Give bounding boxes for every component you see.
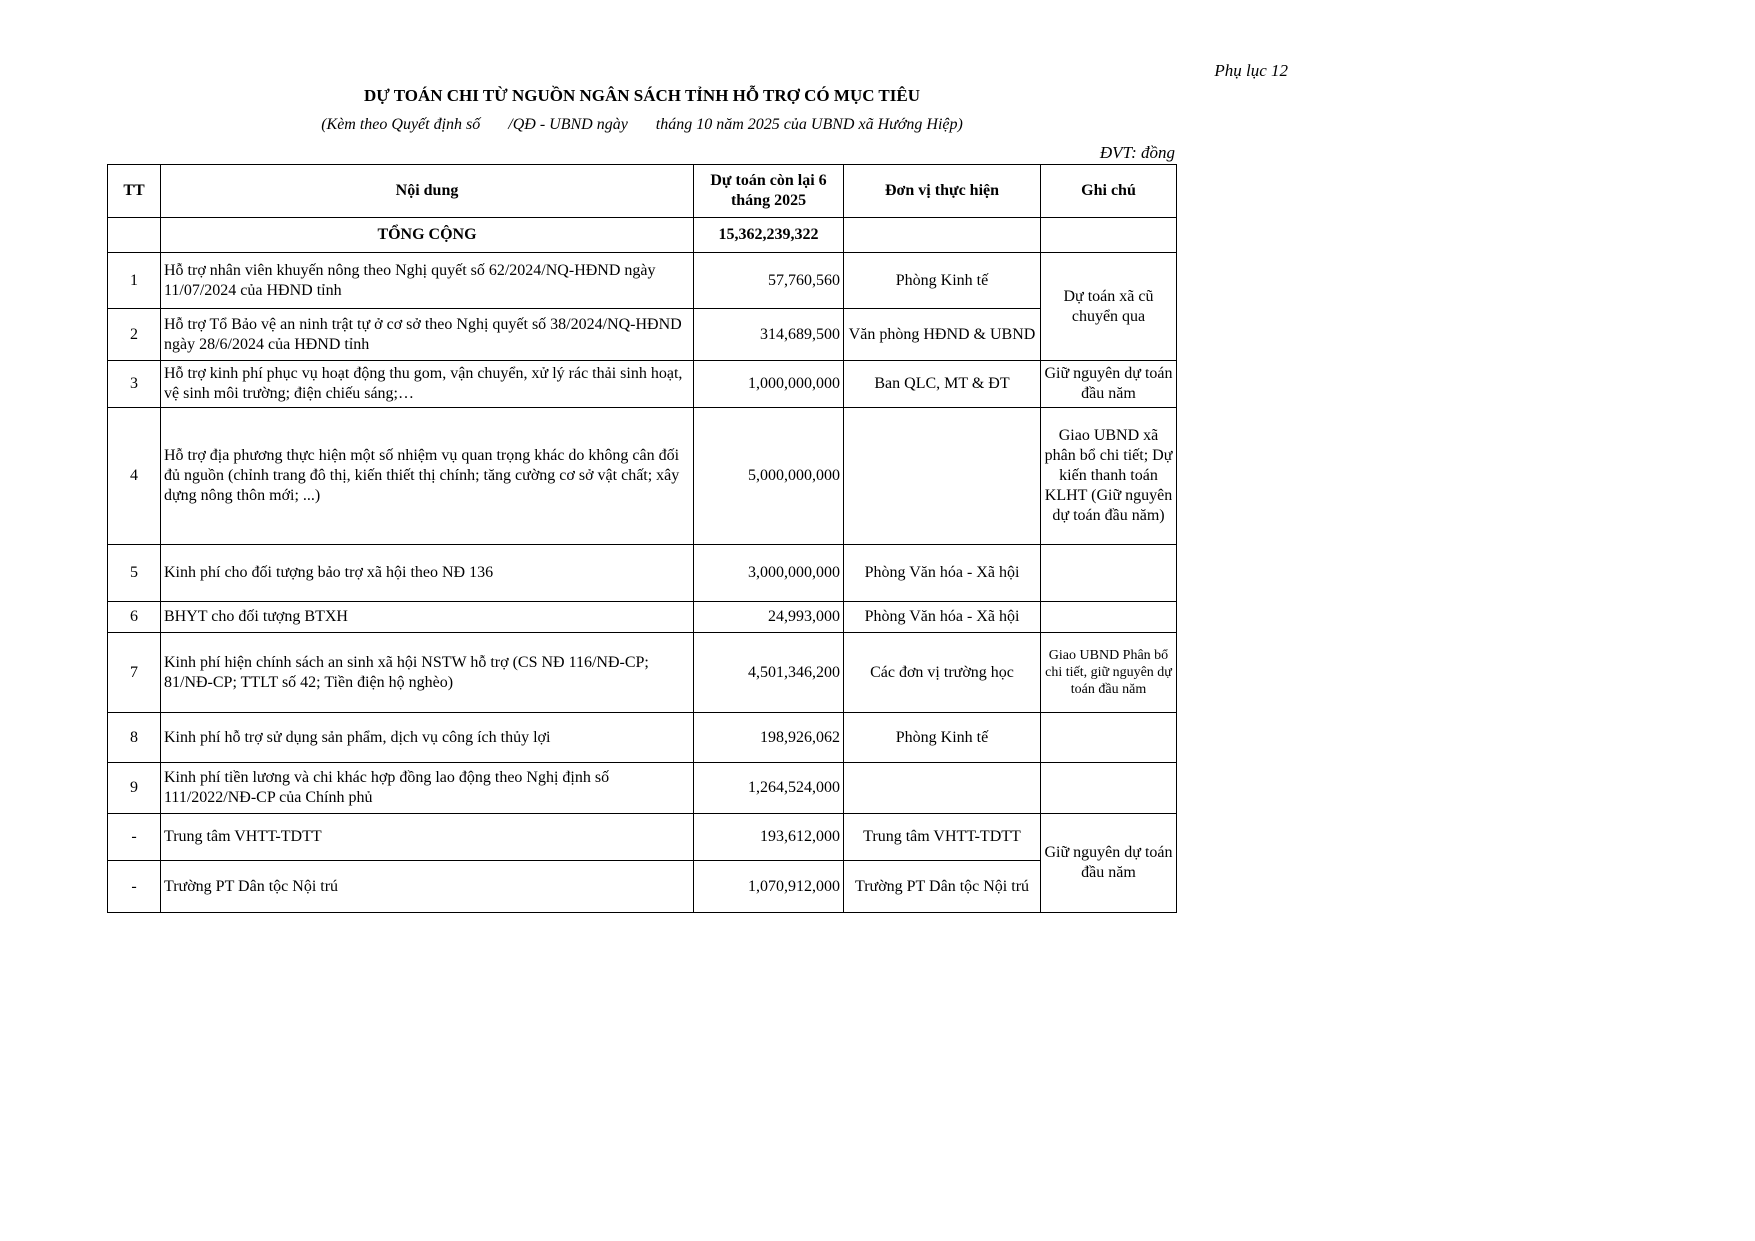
row-unit: Trung tâm VHTT-TDTT	[844, 814, 1041, 861]
row-content: Hỗ trợ nhân viên khuyến nông theo Nghị quyết số 62/2024/NQ-HĐND ngày 11/07/2024 của HĐND tỉnh	[161, 253, 694, 309]
row-content: Trung tâm VHTT-TDTT	[161, 814, 694, 861]
row-content: BHYT cho đối tượng BTXH	[161, 602, 694, 633]
row-content: Kinh phí hiện chính sách an sinh xã hội NSTW hỗ trợ (CS NĐ 116/NĐ-CP; 81/NĐ-CP; TTLT số 42; Tiền điện hộ nghèo)	[161, 633, 694, 713]
row-unit: Phòng Văn hóa - Xã hội	[844, 545, 1041, 602]
row-note	[1041, 602, 1177, 633]
row-tt: 7	[108, 633, 161, 713]
table-row	[108, 253, 1177, 309]
row-content: Trường PT Dân tộc Nội trú	[161, 861, 694, 913]
budget-table	[107, 164, 1177, 913]
row-note: Giữ nguyên dự toán đầu năm	[1041, 361, 1177, 408]
total-label: TỔNG CỘNG	[161, 218, 694, 253]
row-amount: 198,926,062	[694, 713, 844, 763]
row-content: Hỗ trợ kinh phí phục vụ hoạt động thu gom, vận chuyển, xử lý rác thải sinh hoạt, vệ sinh môi trường; điện chiếu sáng;…	[161, 361, 694, 408]
row-unit: Phòng Kinh tế	[844, 253, 1041, 309]
table-row	[108, 545, 1177, 602]
row-tt: 4	[108, 408, 161, 545]
row-note-merged: Dự toán xã cũ chuyển qua	[1041, 253, 1177, 361]
row-amount: 4,501,346,200	[694, 633, 844, 713]
row-unit: Trường PT Dân tộc Nội trú	[844, 861, 1041, 913]
row-unit	[844, 763, 1041, 814]
total-row	[108, 218, 1177, 253]
row-note	[1041, 545, 1177, 602]
row-note	[1041, 713, 1177, 763]
row-unit: Các đơn vị trường học	[844, 633, 1041, 713]
row-content: Kinh phí tiền lương và chi khác hợp đồng lao động theo Nghị định số 111/2022/NĐ-CP của Chính phủ	[161, 763, 694, 814]
row-tt: 8	[108, 713, 161, 763]
table-row	[108, 814, 1177, 861]
row-amount: 3,000,000,000	[694, 545, 844, 602]
table-row	[108, 713, 1177, 763]
document-subtitle: (Kèm theo Quyết định số /QĐ - UBND ngày tháng 10 năm 2025 của UBND xã Hướng Hiệp)	[321, 116, 963, 133]
row-unit: Phòng Văn hóa - Xã hội	[844, 602, 1041, 633]
table-row	[108, 633, 1177, 713]
table-row	[108, 763, 1177, 814]
total-unit	[844, 218, 1041, 253]
total-note	[1041, 218, 1177, 253]
table-row	[108, 861, 1177, 913]
table-row	[108, 361, 1177, 408]
row-amount: 193,612,000	[694, 814, 844, 861]
row-tt: 6	[108, 602, 161, 633]
row-content: Hỗ trợ Tổ Bảo vệ an ninh trật tự ở cơ sở theo Nghị quyết số 38/2024/NQ-HĐND ngày 28/6/2024 của HĐND tỉnh	[161, 309, 694, 361]
row-amount: 5,000,000,000	[694, 408, 844, 545]
appendix-label: Phụ lục 12	[1214, 61, 1288, 80]
row-amount: 1,264,524,000	[694, 763, 844, 814]
row-unit: Văn phòng HĐND & UBND	[844, 309, 1041, 361]
total-amount: 15,362,239,322	[694, 218, 844, 253]
total-tt	[108, 218, 161, 253]
row-unit	[844, 408, 1041, 545]
row-note: Giao UBND xã phân bổ chi tiết; Dự kiến thanh toán KLHT (Giữ nguyên dự toán đầu năm)	[1041, 408, 1177, 545]
table-header-row	[108, 165, 1177, 218]
row-note	[1041, 763, 1177, 814]
row-unit: Phòng Kinh tế	[844, 713, 1041, 763]
row-tt: 9	[108, 763, 161, 814]
col-header-content: Nội dung	[161, 165, 694, 218]
row-amount: 1,000,000,000	[694, 361, 844, 408]
row-tt: 3	[108, 361, 161, 408]
row-tt: 2	[108, 309, 161, 361]
row-unit: Ban QLC, MT & ĐT	[844, 361, 1041, 408]
row-amount: 1,070,912,000	[694, 861, 844, 913]
row-tt: -	[108, 814, 161, 861]
row-tt: -	[108, 861, 161, 913]
document-title: DỰ TOÁN CHI TỪ NGUỒN NGÂN SÁCH TỈNH HỖ TRỢ CÓ MỤC TIÊU	[363, 86, 921, 105]
row-note-merged: Giữ nguyên dự toán đầu năm	[1041, 814, 1177, 913]
col-header-amount: Dự toán còn lại 6 tháng 2025	[694, 165, 844, 218]
table-row	[108, 309, 1177, 361]
row-tt: 5	[108, 545, 161, 602]
col-header-note: Ghi chú	[1041, 165, 1177, 218]
row-note: Giao UBND Phân bổ chi tiết, giữ nguyên dự toán đầu năm	[1041, 633, 1177, 713]
col-header-unit: Đơn vị thực hiện	[844, 165, 1041, 218]
row-tt: 1	[108, 253, 161, 309]
table-row	[108, 408, 1177, 545]
row-amount: 314,689,500	[694, 309, 844, 361]
currency-unit: ĐVT: đồng	[1099, 143, 1175, 162]
row-amount: 57,760,560	[694, 253, 844, 309]
row-amount: 24,993,000	[694, 602, 844, 633]
table-row	[108, 602, 1177, 633]
col-header-tt: TT	[108, 165, 161, 218]
row-content: Kinh phí hỗ trợ sử dụng sản phẩm, dịch vụ công ích thủy lợi	[161, 713, 694, 763]
row-content: Hỗ trợ địa phương thực hiện một số nhiệm vụ quan trọng khác do không cân đối đủ nguồn (chỉnh trang đô thị, kiến thiết thị chính; tăng cường cơ sở vật chất; xây dựng nông thôn mới; ...)	[161, 408, 694, 545]
row-content: Kinh phí cho đối tượng bảo trợ xã hội theo NĐ 136	[161, 545, 694, 602]
